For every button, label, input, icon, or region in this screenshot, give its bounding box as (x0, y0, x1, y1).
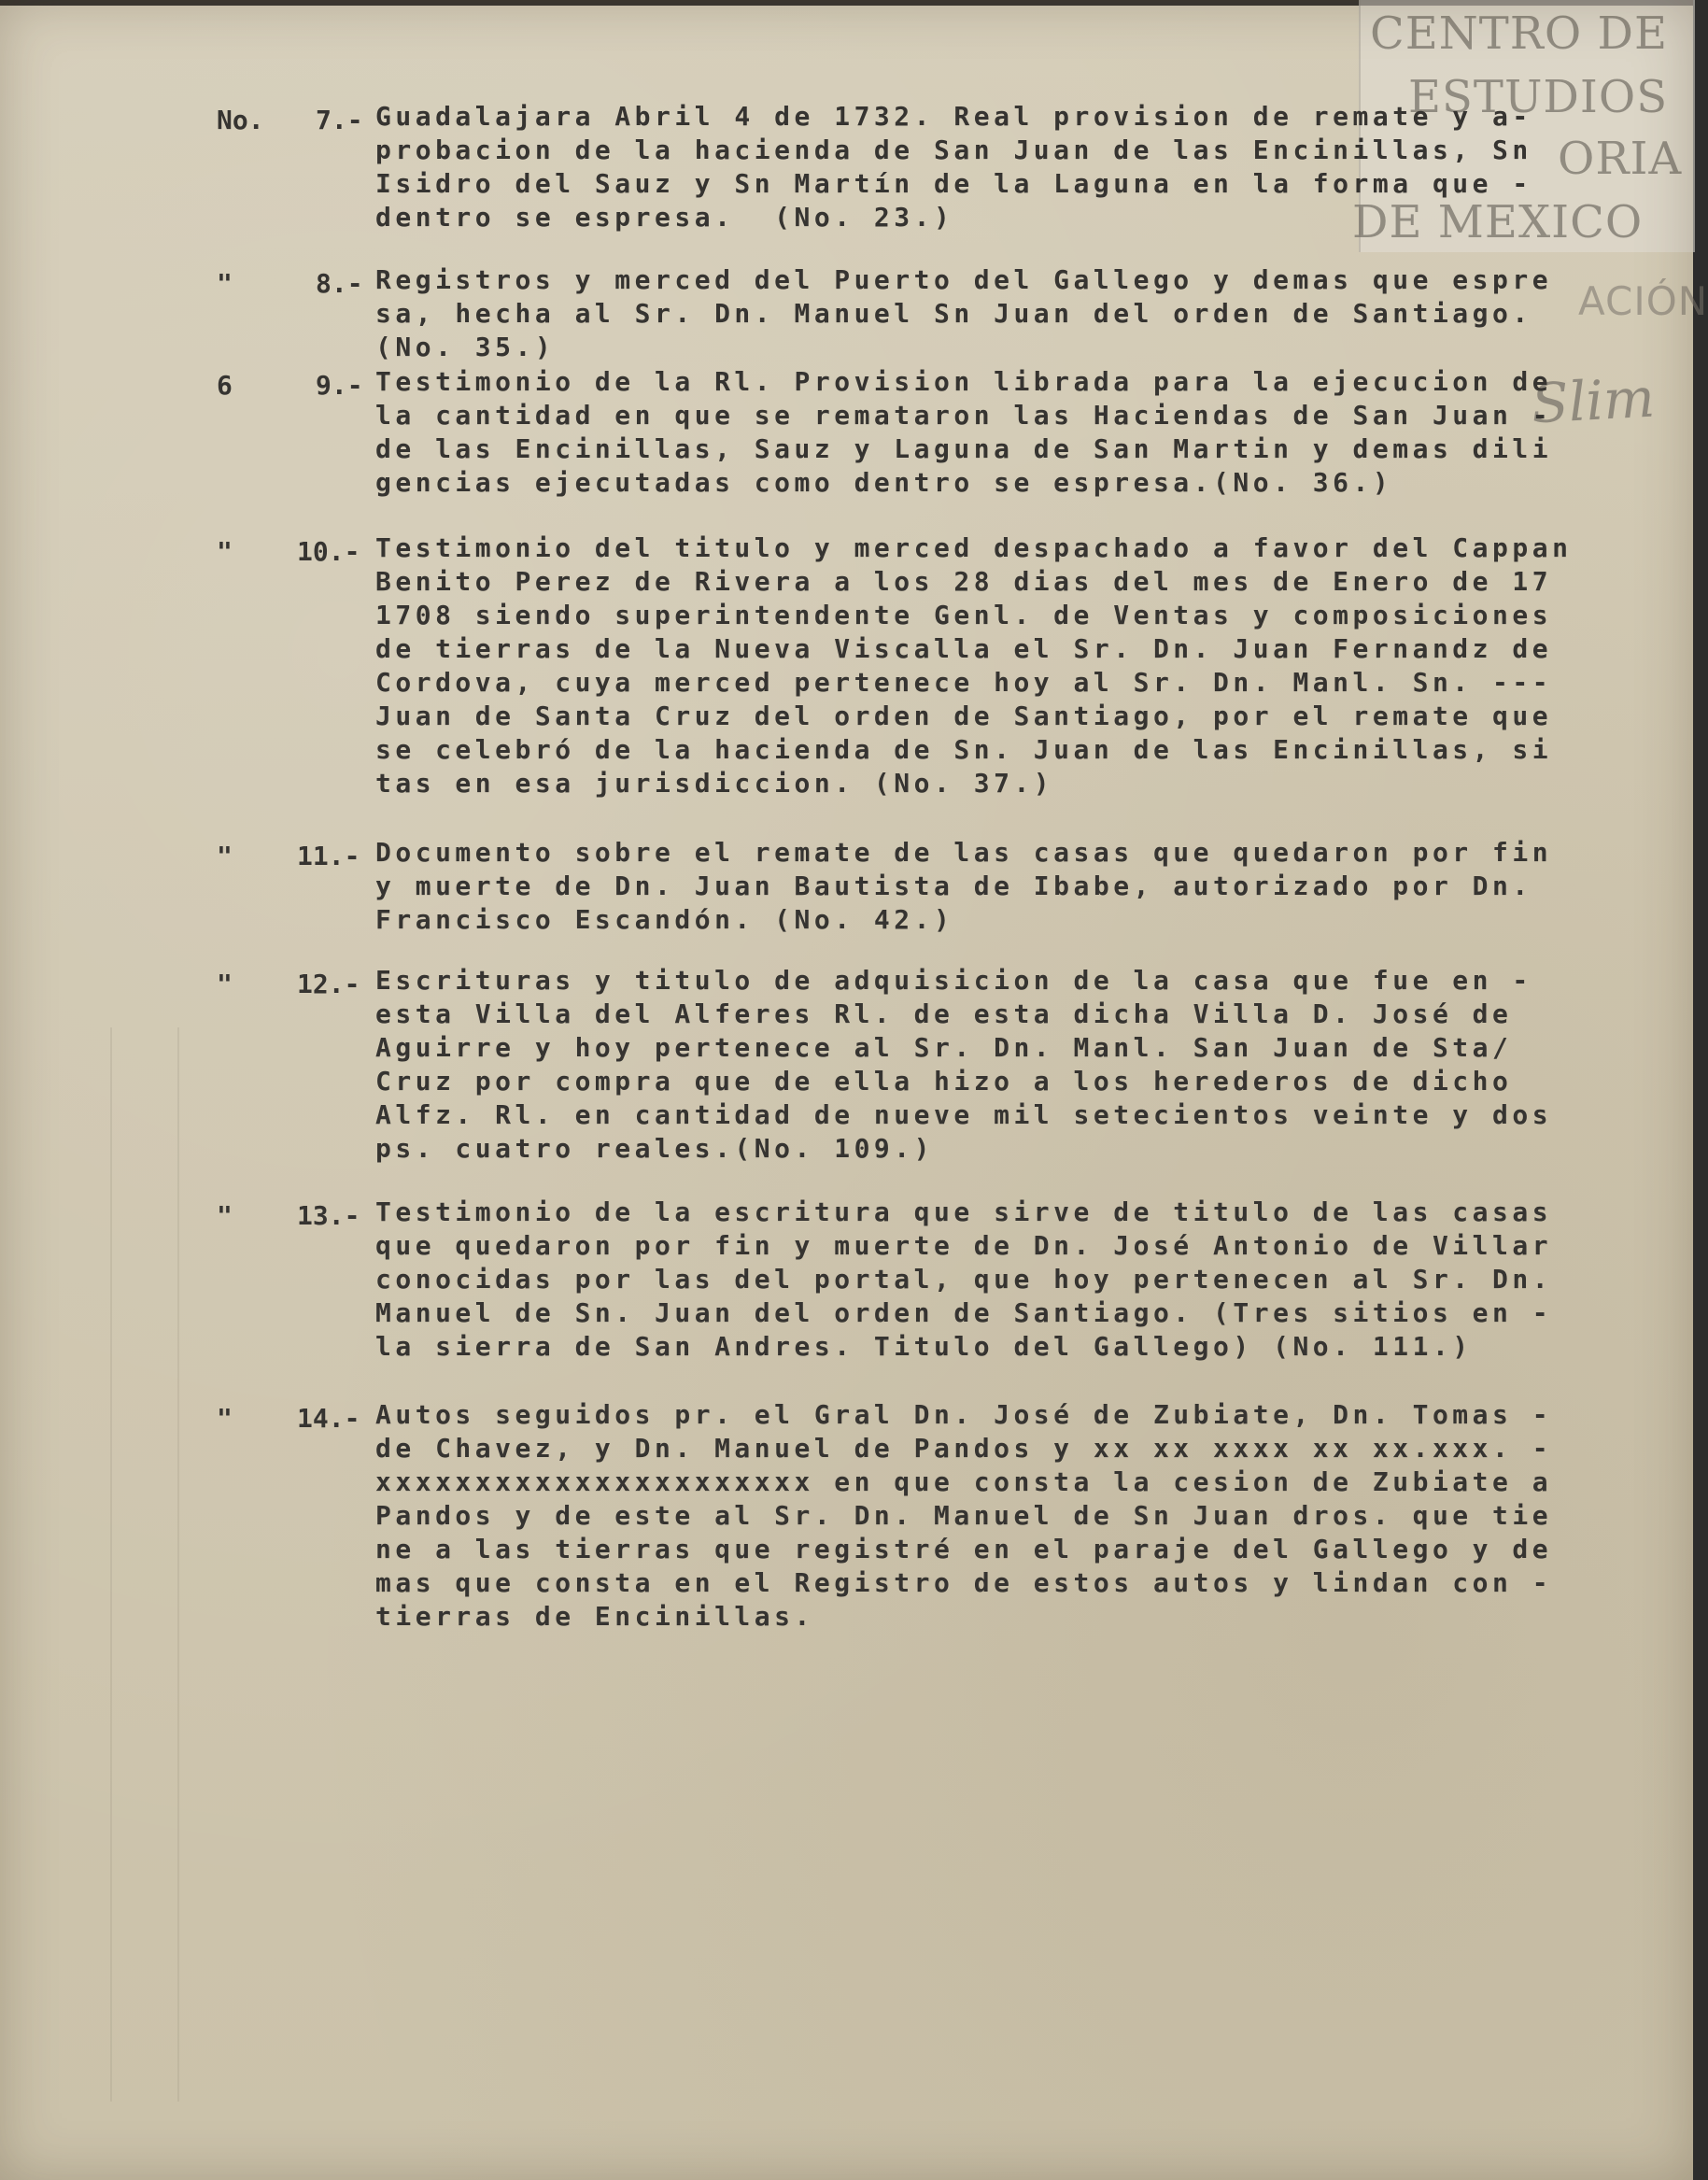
paper-watermark (110, 1027, 179, 2102)
entry-line: Cruz por compra que de ella hizo a los herederos de dicho (375, 1066, 1513, 1097)
entry-line: probacion de la hacienda de San Juan de las Encinillas, Sn (375, 134, 1532, 165)
stamp-line-1: CENTRO DE (1370, 7, 1669, 60)
entry-text (375, 525, 1573, 833)
stamp-line-3: ORIA (1558, 133, 1683, 185)
entry-line: Alfz. Rl. en cantidad de nueve mil setecientos veinte y dos (375, 1099, 1553, 1130)
entry-line: Manuel de Sn. Juan del orden de Santiago. (Tres sitios en - (375, 1297, 1553, 1328)
entry-line: gencias ejecutadas como dentro se espresa.(No. 36.) (375, 467, 1393, 498)
entry-marker-ditto: " (217, 1403, 233, 1434)
entry-line: Isidro del Sauz y Sn Martín de la Laguna en la forma que - (375, 168, 1532, 199)
entry-line: Autos seguidos pr. el Gral Dn. José de Zubiate, Dn. Tomas - (375, 1399, 1553, 1430)
entry-line: mas que consta en el Registro de estos autos y lindan con - (375, 1567, 1553, 1598)
entry-line: tas en esa jurisdiccion. (No. 37.) (375, 768, 1054, 799)
entry-marker-ditto: " (217, 1200, 233, 1231)
entry-line: Testimonio de la escritura que sirve de titulo de las casas (375, 1196, 1553, 1227)
stamp-line-5: ACIÓN (1578, 278, 1708, 324)
entry-line: Registros y merced del Puerto del Gallego y demas que espre (375, 264, 1553, 295)
entry-line: Cordova, cuya merced pertenece hoy al Sr. Dn. Manl. Sn. --- (375, 667, 1553, 698)
entry-line: Testimonio de la Rl. Provision librada para la ejecucion de (375, 366, 1553, 397)
entry-marker-ditto: " (217, 268, 233, 299)
entry-line: de Chavez, y Dn. Manuel de Pandos y xx xx xxxx xx xx.xxx. - (375, 1433, 1553, 1464)
entry-marker-first: No. (217, 105, 264, 135)
entry-line: Francisco Escandón. (No. 42.) (375, 904, 954, 935)
entry-marker-ditto: " (217, 969, 233, 999)
entry-line: sa, hecha al Sr. Dn. Manuel Sn Juan del orden de Santiago. (375, 298, 1532, 329)
entry-line: Testimonio del titulo y merced despachado a favor del Cappan (375, 532, 1573, 563)
entry-number: 13.- (297, 1200, 360, 1231)
entry-text (375, 1392, 1553, 1669)
entry-marker-ditto: " (217, 841, 233, 871)
entry-line: Escrituras y titulo de adquisicion de la casa que fue en - (375, 965, 1532, 996)
entry-number: 7.- (316, 105, 363, 135)
entry-line: dentro se espresa. (No. 23.) (375, 202, 954, 233)
entry-number: 8.- (316, 268, 363, 299)
entry-line: Guadalajara Abril 4 de 1732. Real provision de remate y a- (375, 101, 1532, 132)
entry-line: esta Villa del Alferes Rl. de esta dicha Villa D. José de (375, 998, 1513, 1029)
stamp-line-2: ESTUDIOS (1408, 71, 1669, 123)
entry-number: 12.- (297, 969, 360, 999)
entry-number: 14.- (297, 1403, 360, 1434)
entry-line: 1708 siendo superintendente Genl. de Ventas y composiciones (375, 600, 1553, 630)
entry-line: la cantidad en que se remataron las Haciendas de San Juan - (375, 400, 1553, 431)
entry-number: 10.- (297, 536, 360, 567)
entry-line: Aguirre y hoy pertenece al Sr. Dn. Manl. San Juan de Sta/ (375, 1032, 1513, 1063)
entry-text (375, 1189, 1553, 1405)
entry-text (375, 359, 1553, 544)
stamp-line-4: DE MEXICO (1352, 196, 1644, 248)
entry-line: la sierra de San Andres. Titulo del Gallego) (No. 111.) (375, 1331, 1473, 1362)
entry-line: Pandos y de este al Sr. Dn. Manuel de Sn Juan dros. que tie (375, 1500, 1553, 1531)
entry-line: conocidas por las del portal, que hoy pertenecen al Sr. Dn. (375, 1264, 1553, 1295)
stamp-signature: Slim (1530, 365, 1657, 436)
entry-line: xxxxxxxxxxxxxxxxxxxxxx en que consta la cesion de Zubiate a (375, 1466, 1553, 1497)
entry-line: ps. cuatro reales.(No. 109.) (375, 1133, 935, 1164)
entry-marker-ditto: 6 (217, 370, 233, 401)
entry-marker-ditto: " (217, 536, 233, 567)
entry-line: Juan de Santa Cruz del orden de Santiago, por el remate que (375, 701, 1553, 731)
entry-line: de tierras de la Nueva Viscalla el Sr. Dn. Juan Fernandz de (375, 633, 1553, 664)
entry-line: Documento sobre el remate de las casas que quedaron por fin (375, 837, 1553, 868)
entry-text (375, 957, 1553, 1204)
entry-number: 11.- (297, 841, 360, 871)
entry-line: que quedaron por fin y muerte de Dn. José Antonio de Villar (375, 1230, 1553, 1261)
entry-line: ne a las tierras que registré en el paraje del Gallego y de (375, 1534, 1553, 1564)
entry-line: y muerte de Dn. Juan Bautista de Ibabe, autorizado por Dn. (375, 871, 1532, 901)
entry-line: (No. 35.) (375, 332, 556, 362)
entry-line: de las Encinillas, Sauz y Laguna de San Martin y demas dili (375, 433, 1553, 464)
entry-number: 9.- (316, 370, 363, 401)
entry-line: se celebró de la hacienda de Sn. Juan de las Encinillas, si (375, 734, 1553, 765)
entry-line: tierras de Encinillas. (375, 1601, 814, 1632)
entry-line: Benito Perez de Rivera a los 28 dias del mes de Enero de 17 (375, 566, 1553, 597)
